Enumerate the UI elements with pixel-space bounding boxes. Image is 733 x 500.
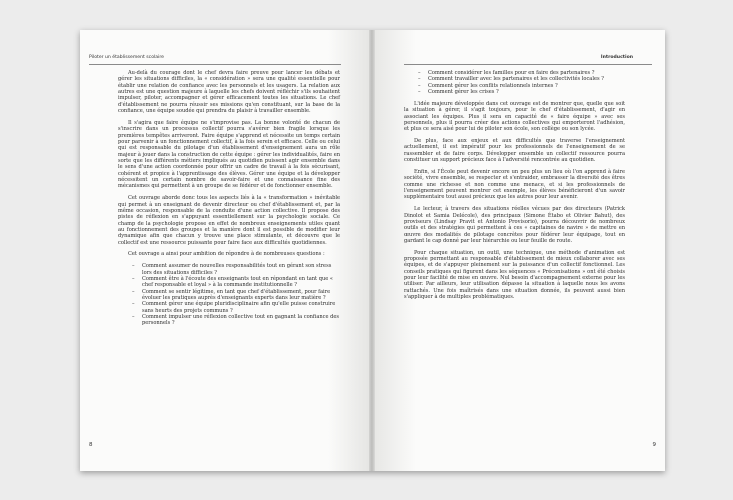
book-gutter — [369, 30, 375, 471]
list-item: – Comment assumer de nouvelles responsabilités tout en gérant son stress lors des situations difficiles ? — [132, 263, 340, 276]
paragraph: Enfin, si l'École peut devenir encore un peu plus un lieu où l'on apprend à faire société, vivre ensemble, se respecter et s'entraider, embrasser la diversité des êtres comme une richesse et non comme une menace, et si les professionnels de l'enseignement peuvent montrer cet exemple, les élèves bénéficieront d'un savoir supplémentaire tout aussi précieux que les autres pour leur avenir. — [404, 168, 625, 201]
page-number-right: 9 — [652, 442, 656, 448]
page-number-left: 8 — [89, 442, 93, 448]
list-item: – Comment gérer une équipe pluridisciplinaire afin qu'elle puisse construire sans heurts des projets communs ? — [132, 301, 340, 314]
list-item: – Comment impulser une réflexion collective tout en gagnant la confiance des personnels ? — [132, 314, 340, 327]
list-item: – Comment gérer les crises ? — [418, 89, 625, 95]
question-list — [404, 70, 625, 95]
list-item: – Comment être à l'écoute des enseignants tout en répondant en tant que « chef responsable et loyal » à la commande institutionnelle ? — [132, 276, 340, 289]
list-item: – Comment gérer les conflits relationnels internes ? — [418, 83, 625, 89]
list-item: – Comment se sentir légitime, en tant que chef d'établissement, pour faire évoluer les pratiques auprès d'enseignants experts dans leur matière ? — [132, 289, 340, 302]
paragraph: Le lecteur, à travers des situations réelles vécues par des directeurs (Patrick Dinolot et Samia Delécole), des principaux (Simone Étabo et Olivier Bahut), des proviseurs (Lindsay Pravit et Antonio Provisorio), pourra découvrir de nombreux outils et des stratégies qui permettent à ces « capitaines de navire » de mettre en œuvre des modalités de pilotage concrètes pour fédérer leur équipage, tout en gardant le cap donné par leur hiérarchie ou leur feuille de route. — [404, 206, 625, 244]
paragraph: Cet ouvrage aborde donc tous les aspects liés à la « transformation » inévitable qui permet à un enseignant de devenir directeur ou chef d'établissement et, par la même occasion, responsable de la conduite d'une action collective. Il propose des pistes de réflexion en s'appuyant essentiellement sur la psychologie sociale. Ce champ de la psychologie propose en effet de nombreux enseignements utiles quant au fonctionnement des groupes et la manière dont il est possible de modifier leur dynamique afin que chacun y trouve une place stimulante, et découvre que le collectif est une ressource puissante pour faire face aux difficultés quotidiennes. — [118, 195, 340, 246]
paragraph: Pour chaque situation, un outil, une technique, une méthode d'animation est proposée permettant au responsable d'établissement de mieux collaborer avec ses équipes, et de s'appuyer pleinement sur la puissance d'un collectif fonctionnel. Les conseils pratiques qui figurent dans les séquences « Préconisations » ont été choisis pour leur facilité de mise en œuvre. Nul besoin d'accompagnement externe pour les utiliser. Par ailleurs, leur utilisation dépasse la situation à laquelle nous les avons rattachés. Une fois maîtrisés dans une situation donnée, ils peuvent aussi bien s'appliquer à de multiples problématiques. — [404, 249, 625, 301]
running-head-right: Introduction — [600, 55, 633, 60]
paragraph: L'idée majeure développée dans cet ouvrage est de montrer que, quelle que soit la situation à gérer, il s'agit toujours, pour le chef d'établissement, d'agir en associant les équipes. Plus il sera en capacité de « faire équipe » avec ses personnels, plus il pourra créer des actions collectives qui emporteront l'adhésion, et plus ce sera aisé pour lui de piloter son école, son collège ou son lycée. — [404, 100, 625, 133]
right-page-body — [404, 70, 625, 306]
book-spread — [80, 30, 665, 471]
header-rule-right — [404, 64, 652, 65]
question-list — [118, 263, 340, 326]
list-item: – Comment considérer les familles pour en faire des partenaires ? — [418, 70, 625, 76]
paragraph: Cet ouvrage a ainsi pour ambition de répondre à de nombreuses questions : — [128, 251, 325, 258]
left-page — [80, 30, 372, 471]
right-page — [372, 30, 665, 471]
left-page-body — [118, 70, 340, 332]
paragraph: Il s'agira que faire équipe ne s'improvise pas. La bonne volonté de chacun de s'inscrire dans un processus collectif pourra s'avérer bien fragile lorsque les premières tempêtes arriveront. Faire équipe s'apprend et nécessite un temps certain pour parvenir à un fonctionnement collectif, à la fois serein et efficace. Celle ou celui qui est responsable du pilotage d'un établissement d'enseignement aura un rôle majeur à jouer dans la construction de cette équipe : gérer les individualités, faire en sorte que les différents métiers impliqués au quotidien puissent agir ensemble dans le sens d'une action coordonnée pour offrir un cadre de travail à la fois sécurisant, cohérent et propice à l'apprentissage des élèves. Gérer une équipe et la développer nécessitent un certain nombre de savoir-faire et une connaissance fine des mécanismes qui permettent à un groupe de se fédérer et de fonctionner ensemble. — [118, 119, 340, 190]
header-rule-left — [89, 64, 341, 65]
running-head-left: Piloter un établissement scolaire — [89, 55, 165, 60]
list-item: – Comment travailler avec les partenaires et les collectivités locales ? — [418, 76, 625, 82]
paragraph: Au-delà du courage dont le chef devra faire preuve pour lancer les débats et gérer les situations difficiles, la « considération » sera une qualité essentielle pour établir une relation de confiance avec les personnels et les usagers. La relation aux autres est une question majeure à laquelle les chefs doivent réfléchir s'ils souhaitent impulser, piloter, accompagner et gérer efficacement toutes les situations. Le chef d'établissement ne pourra réussir ses missions qu'en constituant, sur la base de la confiance, une équipe soudée qui prendra du plaisir à travailler ensemble. — [118, 70, 340, 115]
paragraph: De plus, face aux enjeux et aux difficultés que traverse l'enseignement actuellement, il est impératif pour les professionnels de l'enseignement de se rassembler et de faire corps. Développer ensemble un collectif ressource pourra constituer un support précieux face à l'adversité rencontrée au quotidien. — [404, 138, 625, 164]
